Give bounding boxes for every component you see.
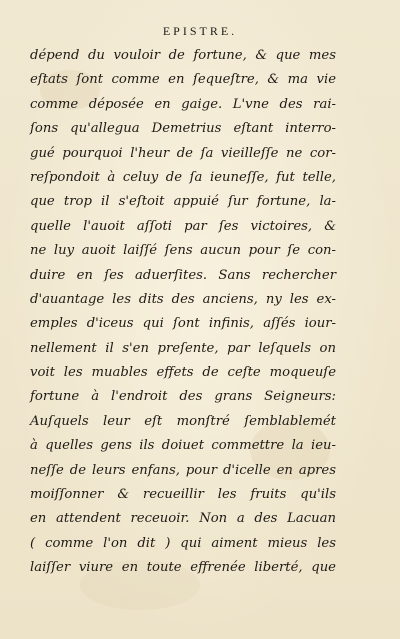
text-line: gué pourquoi l'heur de ſa vieilleſſe ne cor- [30,145,336,161]
body-text [30,44,336,581]
text-line: laiſſer viure en toute effrenée liberté, que [30,560,336,576]
text-line: emples d'iceus qui ſont infinis, aſſés iour- [30,316,336,332]
text-line: d'auantage les dits des anciens, ny les ex- [30,291,336,307]
text-line: quelle l'auoit aſſoti par ſes victoires, & [30,218,336,234]
text-line: ſons qu'allegua Demetrius eſtant interro- [30,121,336,137]
text-line: dépend du vouloir de fortune, & que mes [30,48,336,63]
text-line: nellement il s'en preſente, par leſquels on [30,340,336,356]
text-line: que trop il s'eſtoit appuié ſur fortune, la- [30,194,336,210]
text-line: comme déposée en gaige. L'vne des rai- [30,96,336,112]
text-line: ne luy auoit laiſſé ſens aucun pour ſe con- [30,243,336,259]
text-line: à quelles gens ils doiuet commettre la ieu- [30,438,336,454]
text-line: duire en ſes aduerſites. Sans rechercher [30,267,336,283]
text-line: moiſſonner & recueillir les fruits qu'ils [30,487,336,503]
text-line: fortune à l'endroit des grans Seigneurs: [30,389,336,405]
text-line: reſpondoit à celuy de ſa ieuneſſe, fut telle, [30,169,336,185]
text-line: ( comme l'on dit ) qui aiment mieus les [30,535,336,551]
running-head: EPISTRE. [162,24,238,38]
text-line: eſtats ſont comme en ſequeſtre, & ma vie [30,72,336,88]
text-line: neſſe de leurs enfans, pour d'icelle en apres [30,462,336,478]
text-line: en attendent receuoir. Non a des Lacuan [30,511,336,527]
text-line: voit les muables effets de ceſte moqueuſe [30,365,336,381]
text-line: Auſquels leur eſt monſtré ſemblablemét [30,413,336,429]
